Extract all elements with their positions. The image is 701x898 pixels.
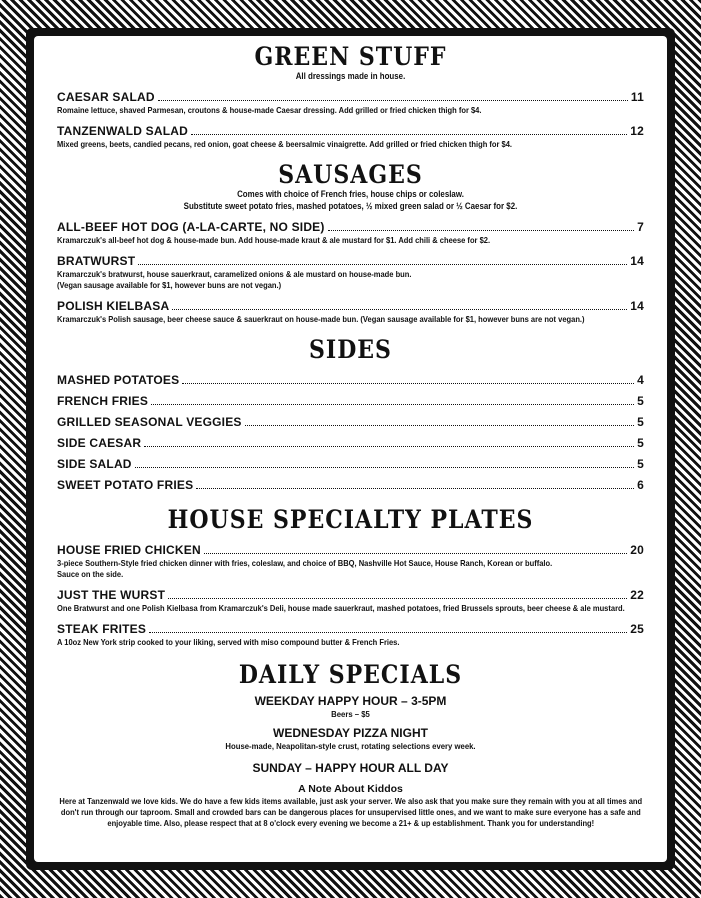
menu-item [57, 457, 644, 472]
item-description: Mixed greens, beets, candied pecans, red onion, goat cheese & beersalmic vinaigrette. Add grilled or fried chicken thigh for $4. [57, 139, 513, 149]
section-house-specialty-plates [57, 507, 644, 648]
leader-dots [151, 404, 634, 405]
section-title: GREEN STUFF [254, 42, 447, 72]
leader-dots [191, 134, 627, 135]
special-heading: SUNDAY – HAPPY HOUR ALL DAY [252, 761, 449, 775]
item-description: A 10oz New York strip cooked to your liking, served with miso compound butter & French Fries. [57, 637, 400, 647]
section-title: HOUSE SPECIALTY PLATES [167, 505, 534, 535]
item-name: FRENCH FRIES [57, 394, 149, 408]
item-name: ALL-BEEF HOT DOG (A-LA-CARTE, NO SIDE) [57, 220, 325, 234]
item-name: SWEET POTATO FRIES [57, 478, 194, 492]
kids-note-title: A Note About Kiddos [298, 783, 403, 795]
leader-dots [144, 446, 634, 447]
leader-dots [149, 632, 627, 633]
item-description: Kramarczuk's all-beef hot dog & house-made bun. Add house-made kraut & ale mustard for $1. Add chili & cheese for $2. [57, 235, 491, 245]
leader-dots [182, 383, 634, 384]
menu-item [57, 254, 644, 291]
section-subtitle: Comes with choice of French fries, house chips or coleslaw. [237, 189, 464, 199]
item-price: 11 [630, 90, 644, 104]
kids-note-text: Here at Tanzenwald we love kids. We do have a few kids items available, just ask your server. We also ask that you make sure they remain with you at all times and don't run through our taproom. Small and crowded bars can be dangerous places for unsupervised little ones, and we want to make sure everyone has a safe and enjoyable time. Also, please respect that at 8 o'clock every evening we become a 21+ & up establishment. Thank you for understanding! [59, 796, 642, 828]
section-sides [57, 337, 644, 493]
item-description-note: (Vegan sausage available for $1, however buns are not vegan.) [57, 280, 282, 290]
item-description: 3-piece Southern-Style fried chicken dinner with fries, coleslaw, and choice of BBQ, Nashville Hot Sauce, House Ranch, Korean or buffalo. [57, 558, 553, 568]
leader-dots [168, 598, 627, 599]
leader-dots [135, 467, 634, 468]
menu-item [57, 299, 644, 325]
item-name: SIDE SALAD [57, 457, 132, 471]
item-price: 12 [630, 124, 644, 138]
menu-item [57, 124, 644, 150]
item-price: 20 [630, 543, 644, 557]
item-name: MASHED POTATOES [57, 373, 180, 387]
item-name: HOUSE FRIED CHICKEN [57, 543, 201, 557]
leader-dots [196, 488, 634, 489]
leader-dots [158, 100, 628, 101]
leader-dots [172, 309, 627, 310]
item-price: 25 [630, 622, 644, 636]
item-price: 5 [637, 394, 644, 408]
menu-item [57, 415, 644, 430]
leader-dots [245, 425, 635, 426]
item-name: BRATWURST [57, 254, 136, 268]
section-title: SIDES [309, 335, 392, 365]
item-price: 7 [637, 220, 644, 234]
item-description-note: Sauce on the side. [57, 569, 124, 579]
leader-dots [138, 264, 627, 265]
menu-item [57, 543, 644, 580]
item-name: POLISH KIELBASA [57, 299, 170, 313]
item-name: TANZENWALD SALAD [57, 124, 188, 138]
item-name: JUST THE WURST [57, 588, 166, 602]
item-description: Kramarczuk's Polish sausage, beer cheese sauce & sauerkraut on house-made bun. (Vegan sausage available for $1, however buns are not vegan.) [57, 314, 585, 324]
section-sausages [57, 162, 644, 325]
item-description: Romaine lettuce, shaved Parmesan, croutons & house-made Caesar dressing. Add grilled or fried chicken thigh for $4. [57, 105, 482, 115]
menu-content [57, 44, 644, 829]
special-description: House-made, Neapolitan-style crust, rotating selections every week. [225, 741, 476, 751]
item-price: 14 [630, 254, 644, 268]
section-kids-note [57, 782, 644, 829]
section-title: SAUSAGES [278, 160, 423, 190]
menu-item [57, 436, 644, 451]
item-price: 22 [630, 588, 644, 602]
section-subtitle: Substitute sweet potato fries, mashed potatoes, ½ mixed green salad or ½ Caesar for $2. [183, 201, 518, 211]
section-green-stuff [57, 44, 644, 150]
item-name: SIDE CAESAR [57, 436, 142, 450]
item-description: Kramarczuk's bratwurst, house sauerkraut, caramelized onions & ale mustard on house-made bun. [57, 269, 412, 279]
menu-item [57, 478, 644, 493]
menu-item [57, 394, 644, 409]
section-daily-specials [57, 662, 644, 776]
leader-dots [328, 230, 635, 231]
section-title: DAILY SPECIALS [238, 660, 463, 690]
section-subtitle: All dressings made in house. [295, 71, 406, 81]
special-heading: WEEKDAY HAPPY HOUR – 3-5PM [254, 694, 447, 708]
menu-item [57, 220, 644, 246]
menu-item [57, 373, 644, 388]
item-price: 4 [637, 373, 644, 387]
item-name: CAESAR SALAD [57, 90, 155, 104]
item-price: 14 [630, 299, 644, 313]
item-price: 5 [637, 436, 644, 450]
item-price: 6 [637, 478, 644, 492]
special-heading: WEDNESDAY PIZZA NIGHT [273, 726, 428, 740]
leader-dots [204, 553, 627, 554]
menu-item [57, 90, 644, 116]
special-description: Beers – $5 [331, 709, 370, 719]
item-description: One Bratwurst and one Polish Kielbasa from Kramarczuk's Deli, house made sauerkraut, mashed potatoes, fried Brussels sprouts, beer cheese & ale mustard. [57, 603, 625, 613]
item-name: STEAK FRITES [57, 622, 147, 636]
item-price: 5 [637, 457, 644, 471]
item-name: GRILLED SEASONAL VEGGIES [57, 415, 242, 429]
menu-item [57, 622, 644, 648]
item-price: 5 [637, 415, 644, 429]
menu-item [57, 588, 644, 614]
